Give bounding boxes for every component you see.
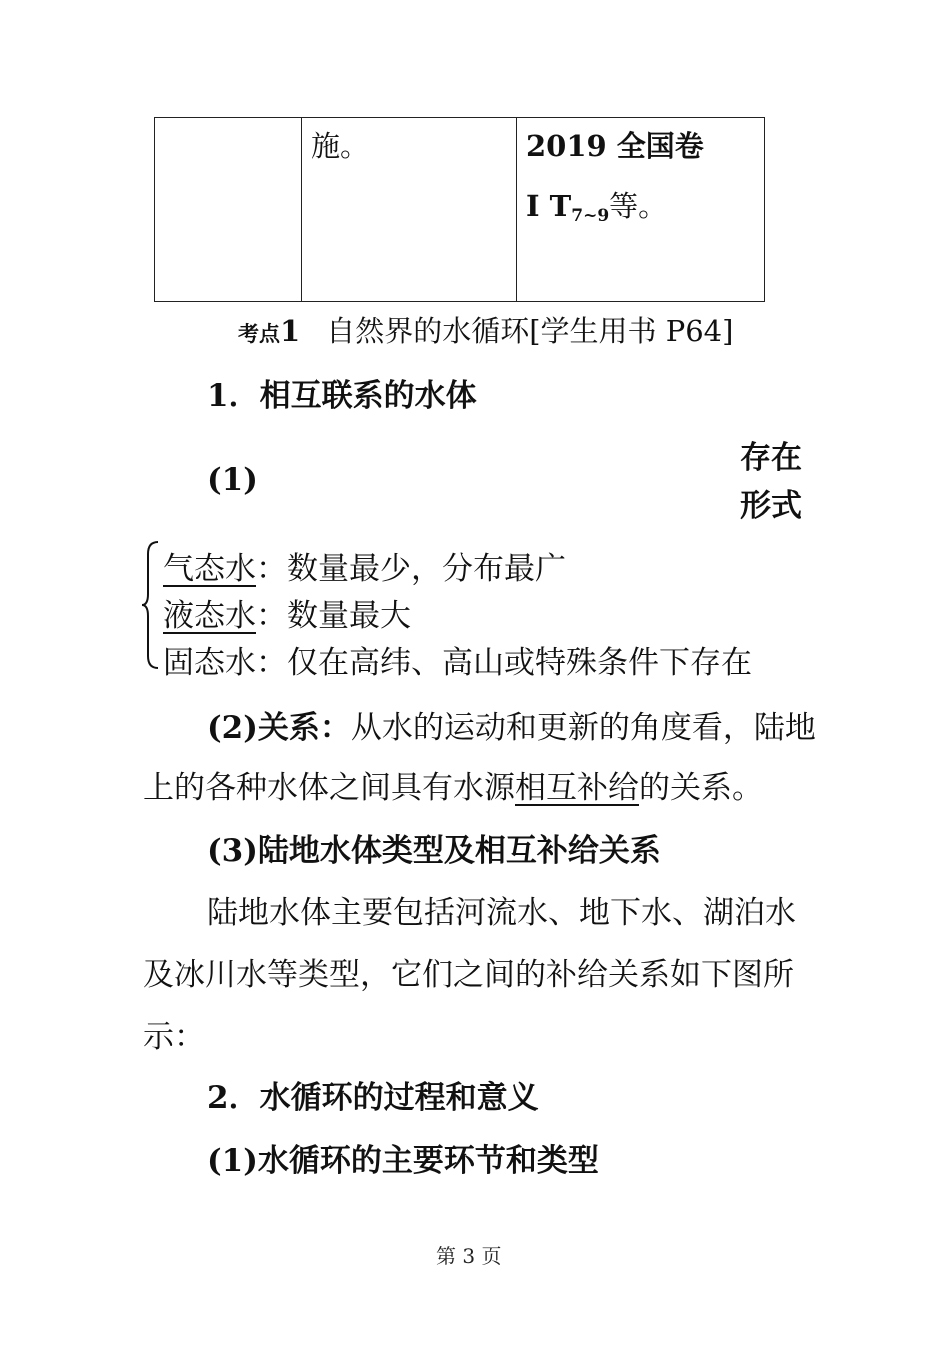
section2-heading: 2．水循环的过程和意义 — [207, 1080, 539, 1116]
item1-side-line1: 存在 — [740, 440, 802, 476]
exam-ref-sub: 7~9 — [571, 206, 610, 226]
item3-heading: (3)陆地水体类型及相互补给关系 — [207, 833, 661, 869]
item1-side-line2: 形式 — [740, 488, 802, 524]
curly-brace-icon — [140, 540, 160, 670]
table-cell-text: 施。 — [311, 129, 370, 163]
form-desc: ：数量最大 — [256, 598, 411, 634]
form-row — [163, 590, 411, 635]
form-row — [163, 637, 752, 682]
paragraph-line: 陆地水体主要包括河流水、地下水、湖泊水 — [207, 895, 796, 931]
exam-ref-suffix: 等。 — [609, 189, 668, 223]
kaodian-title: 自然界的水循环[学生用书 P64] — [326, 314, 734, 348]
form-name: 固态水 — [163, 645, 256, 681]
form-name: 液态水 — [163, 598, 256, 634]
form-desc: ：仅在高纬、高山或特殊条件下存在 — [256, 645, 752, 681]
item1-label: (1) — [207, 462, 258, 498]
kaodian-number: 1 — [280, 314, 301, 348]
item2-text: 从水的运动和更新的角度看，陆地 — [350, 710, 816, 746]
item2-underlined: 相互补给 — [515, 770, 639, 806]
table-cell-text — [526, 124, 704, 165]
form-desc: ：数量最少，分布最广 — [256, 551, 566, 587]
paragraph-line: 示： — [143, 1019, 205, 1055]
item2-line2 — [143, 762, 763, 807]
kaodian-label: 考点 — [238, 321, 280, 346]
table-cell-text — [526, 184, 667, 226]
item2-text: 的关系。 — [639, 770, 763, 806]
exam-ref: Ⅰ T — [526, 189, 572, 223]
page-number: 第 3 页 — [436, 1244, 502, 1268]
continuation-table — [154, 117, 765, 302]
form-row — [163, 543, 566, 588]
item2-text: 上的各种水体之间具有水源 — [143, 770, 515, 806]
table-divider — [301, 118, 302, 301]
exam-year: 2019 全国卷 — [526, 129, 704, 163]
section1-heading: 1．相互联系的水体 — [207, 378, 477, 414]
paragraph-line: 及冰川水等类型，它们之间的补给关系如下图所 — [143, 957, 794, 993]
item2-label: (2)关系： — [207, 710, 351, 746]
table-divider — [516, 118, 517, 301]
form-name: 气态水 — [163, 551, 256, 587]
kaodian-heading — [238, 309, 733, 350]
section2-item1-heading: (1)水循环的主要环节和类型 — [207, 1143, 599, 1179]
item2-line1 — [207, 702, 816, 747]
